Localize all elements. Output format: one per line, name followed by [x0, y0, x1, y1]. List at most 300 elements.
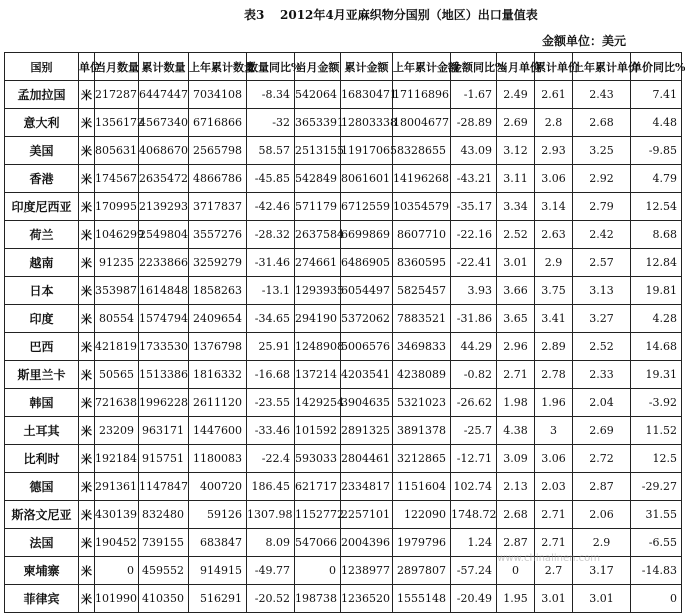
qty-yoy-cell: -34.65 — [247, 305, 295, 333]
unit-cell: 米 — [79, 137, 95, 165]
table-body — [5, 81, 682, 613]
monthly-price-cell: 3.65 — [497, 305, 535, 333]
cumulative-amount-cell: 6486905 — [341, 249, 393, 277]
table-row — [5, 473, 682, 501]
country-cell: 比利时 — [5, 445, 79, 473]
price-yoy-cell: 14.68 — [631, 333, 682, 361]
country-cell: 柬埔寨 — [5, 557, 79, 585]
table-row — [5, 417, 682, 445]
monthly-qty-cell: 421819 — [95, 333, 139, 361]
price-yoy-cell: 12.84 — [631, 249, 682, 277]
price-yoy-cell: -6.55 — [631, 529, 682, 557]
prev-cumulative-amount-cell: 8607710 — [393, 221, 451, 249]
price-yoy-cell: 8.68 — [631, 221, 682, 249]
amount-yoy-cell: -22.41 — [451, 249, 497, 277]
monthly-price-cell: 4.38 — [497, 417, 535, 445]
monthly-amount-cell: 1248908 — [295, 333, 341, 361]
price-yoy-cell: 0 — [631, 585, 682, 613]
prev-cumulative-amount-cell: 1555148 — [393, 585, 451, 613]
unit-cell: 米 — [79, 193, 95, 221]
qty-yoy-cell: -20.52 — [247, 585, 295, 613]
amount-yoy-cell: 43.09 — [451, 137, 497, 165]
cumulative-qty-cell: 4567340 — [139, 109, 189, 137]
cumulative-price-cell: 3.75 — [535, 277, 573, 305]
cumulative-price-cell: 3.06 — [535, 445, 573, 473]
export-table-container — [4, 52, 685, 613]
cumulative-qty-cell: 832480 — [139, 501, 189, 529]
unit-cell: 米 — [79, 445, 95, 473]
column-header: 国别 — [5, 53, 79, 81]
monthly-price-cell: 2.13 — [497, 473, 535, 501]
country-cell: 斯洛文尼亚 — [5, 501, 79, 529]
column-header: 累计单价 — [535, 53, 573, 81]
monthly-price-cell: 3.12 — [497, 137, 535, 165]
country-cell: 斯里兰卡 — [5, 361, 79, 389]
country-cell: 香港 — [5, 165, 79, 193]
cumulative-amount-cell: 1238977 — [341, 557, 393, 585]
country-cell: 印度 — [5, 305, 79, 333]
cumulative-amount-cell: 1236520 — [341, 585, 393, 613]
prev-cumulative-qty-cell: 3557276 — [189, 221, 247, 249]
monthly-amount-cell: 571179 — [295, 193, 341, 221]
monthly-price-cell: 2.71 — [497, 361, 535, 389]
table-row — [5, 221, 682, 249]
prev-cumulative-amount-cell: 8360595 — [393, 249, 451, 277]
cumulative-amount-cell: 11917065 — [341, 137, 393, 165]
amount-yoy-cell: -1.67 — [451, 81, 497, 109]
column-header: 上年累计单价 — [573, 53, 631, 81]
qty-yoy-cell: 58.57 — [247, 137, 295, 165]
cumulative-price-cell: 3.01 — [535, 585, 573, 613]
prev-cumulative-qty-cell: 1447600 — [189, 417, 247, 445]
amount-yoy-cell: 44.29 — [451, 333, 497, 361]
column-header: 单位 — [79, 53, 95, 81]
prev-cumulative-amount-cell: 1151604 — [393, 473, 451, 501]
cumulative-price-cell: 2.61 — [535, 81, 573, 109]
prev-cumulative-price-cell: 2.87 — [573, 473, 631, 501]
table-row — [5, 165, 682, 193]
cumulative-price-cell: 3.41 — [535, 305, 573, 333]
prev-cumulative-price-cell: 2.69 — [573, 417, 631, 445]
unit-cell: 米 — [79, 389, 95, 417]
country-cell: 美国 — [5, 137, 79, 165]
monthly-qty-cell: 170995 — [95, 193, 139, 221]
cumulative-qty-cell: 4068670 — [139, 137, 189, 165]
qty-yoy-cell: -42.46 — [247, 193, 295, 221]
column-header: 当月金额 — [295, 53, 341, 81]
cumulative-qty-cell: 2139293 — [139, 193, 189, 221]
prev-cumulative-qty-cell: 914915 — [189, 557, 247, 585]
prev-cumulative-price-cell: 2.9 — [573, 529, 631, 557]
prev-cumulative-price-cell: 2.72 — [573, 445, 631, 473]
qty-yoy-cell: -16.68 — [247, 361, 295, 389]
country-cell: 巴西 — [5, 333, 79, 361]
prev-cumulative-amount-cell: 4238089 — [393, 361, 451, 389]
monthly-amount-cell: 198738 — [295, 585, 341, 613]
country-cell: 意大利 — [5, 109, 79, 137]
cumulative-price-cell: 2.71 — [535, 529, 573, 557]
prev-cumulative-amount-cell: 3469833 — [393, 333, 451, 361]
cumulative-qty-cell: 2549804 — [139, 221, 189, 249]
monthly-amount-cell: 294190 — [295, 305, 341, 333]
cumulative-amount-cell: 5372062 — [341, 305, 393, 333]
cumulative-amount-cell: 6699869 — [341, 221, 393, 249]
column-header: 当月数量 — [95, 53, 139, 81]
price-yoy-cell: 11.52 — [631, 417, 682, 445]
cumulative-price-cell: 2.03 — [535, 473, 573, 501]
monthly-qty-cell: 291361 — [95, 473, 139, 501]
unit-cell: 米 — [79, 249, 95, 277]
cumulative-amount-cell: 12803338 — [341, 109, 393, 137]
cumulative-qty-cell: 1733530 — [139, 333, 189, 361]
monthly-price-cell: 3.66 — [497, 277, 535, 305]
unit-cell: 米 — [79, 221, 95, 249]
prev-cumulative-qty-cell: 1180083 — [189, 445, 247, 473]
table-row — [5, 249, 682, 277]
cumulative-amount-cell: 2804461 — [341, 445, 393, 473]
price-yoy-cell: -29.27 — [631, 473, 682, 501]
column-header: 当月单价 — [497, 53, 535, 81]
cumulative-amount-cell: 6712559 — [341, 193, 393, 221]
monthly-price-cell: 2.69 — [497, 109, 535, 137]
table-row — [5, 361, 682, 389]
table-row — [5, 193, 682, 221]
prev-cumulative-amount-cell: 2897807 — [393, 557, 451, 585]
monthly-amount-cell: 1429254 — [295, 389, 341, 417]
cumulative-price-cell: 2.93 — [535, 137, 573, 165]
monthly-price-cell: 2.52 — [497, 221, 535, 249]
unit-cell: 米 — [79, 81, 95, 109]
prev-cumulative-amount-cell: 17116896 — [393, 81, 451, 109]
monthly-price-cell: 3.01 — [497, 249, 535, 277]
prev-cumulative-price-cell: 3.13 — [573, 277, 631, 305]
unit-cell: 米 — [79, 557, 95, 585]
unit-cell: 米 — [79, 501, 95, 529]
cumulative-price-cell: 3 — [535, 417, 573, 445]
cumulative-qty-cell: 1513386 — [139, 361, 189, 389]
cumulative-price-cell: 2.89 — [535, 333, 573, 361]
price-yoy-cell: 19.31 — [631, 361, 682, 389]
amount-yoy-cell: -12.71 — [451, 445, 497, 473]
amount-yoy-cell: 1.24 — [451, 529, 497, 557]
prev-cumulative-price-cell: 2.92 — [573, 165, 631, 193]
amount-yoy-cell: -0.82 — [451, 361, 497, 389]
price-yoy-cell: 19.81 — [631, 277, 682, 305]
amount-yoy-cell: -43.21 — [451, 165, 497, 193]
price-yoy-cell: 7.41 — [631, 81, 682, 109]
table-row — [5, 277, 682, 305]
prev-cumulative-qty-cell: 516291 — [189, 585, 247, 613]
cumulative-price-cell: 2.7 — [535, 557, 573, 585]
currency-unit-note: 金额单位：美元 — [541, 34, 626, 48]
amount-yoy-cell: -28.89 — [451, 109, 497, 137]
monthly-price-cell: 2.68 — [497, 501, 535, 529]
table-title-text: 2012年4月亚麻织物分国别（地区）出口量值表 — [280, 8, 538, 22]
monthly-qty-cell: 805631 — [95, 137, 139, 165]
prev-cumulative-qty-cell: 59126 — [189, 501, 247, 529]
prev-cumulative-qty-cell: 3717837 — [189, 193, 247, 221]
prev-cumulative-qty-cell: 1816332 — [189, 361, 247, 389]
amount-yoy-cell: 102.74 — [451, 473, 497, 501]
prev-cumulative-amount-cell: 18004677 — [393, 109, 451, 137]
amount-yoy-cell: 3.93 — [451, 277, 497, 305]
prev-cumulative-price-cell: 3.25 — [573, 137, 631, 165]
country-cell: 越南 — [5, 249, 79, 277]
monthly-price-cell: 2.96 — [497, 333, 535, 361]
watermark-text: www.chinalinen.com — [497, 553, 600, 564]
prev-cumulative-amount-cell: 8328655 — [393, 137, 451, 165]
qty-yoy-cell: -45.85 — [247, 165, 295, 193]
unit-cell: 米 — [79, 109, 95, 137]
monthly-price-cell: 1.98 — [497, 389, 535, 417]
monthly-amount-cell: 2513155 — [295, 137, 341, 165]
monthly-amount-cell: 2637584 — [295, 221, 341, 249]
monthly-amount-cell: 1293935 — [295, 277, 341, 305]
cumulative-amount-cell: 2891325 — [341, 417, 393, 445]
monthly-price-cell: 3.09 — [497, 445, 535, 473]
price-yoy-cell: 12.5 — [631, 445, 682, 473]
unit-cell: 米 — [79, 305, 95, 333]
prev-cumulative-price-cell: 3.17 — [573, 557, 631, 585]
qty-yoy-cell: -28.32 — [247, 221, 295, 249]
monthly-price-cell: 1.95 — [497, 585, 535, 613]
cumulative-price-cell: 2.63 — [535, 221, 573, 249]
cumulative-qty-cell: 1574794 — [139, 305, 189, 333]
cumulative-amount-cell: 6054497 — [341, 277, 393, 305]
unit-cell: 米 — [79, 417, 95, 445]
amount-yoy-cell: -31.86 — [451, 305, 497, 333]
prev-cumulative-price-cell: 2.79 — [573, 193, 631, 221]
country-cell: 德国 — [5, 473, 79, 501]
monthly-qty-cell: 721638 — [95, 389, 139, 417]
unit-cell: 米 — [79, 529, 95, 557]
country-cell: 韩国 — [5, 389, 79, 417]
country-cell: 土耳其 — [5, 417, 79, 445]
monthly-amount-cell: 0 — [295, 557, 341, 585]
cumulative-qty-cell: 963171 — [139, 417, 189, 445]
monthly-amount-cell: 101592 — [295, 417, 341, 445]
qty-yoy-cell: -22.4 — [247, 445, 295, 473]
monthly-qty-cell: 190452 — [95, 529, 139, 557]
prev-cumulative-amount-cell: 3212865 — [393, 445, 451, 473]
monthly-qty-cell: 430139 — [95, 501, 139, 529]
price-yoy-cell: 12.54 — [631, 193, 682, 221]
cumulative-amount-cell: 3904635 — [341, 389, 393, 417]
qty-yoy-cell: -32 — [247, 109, 295, 137]
prev-cumulative-price-cell: 3.27 — [573, 305, 631, 333]
cumulative-qty-cell: 1147847 — [139, 473, 189, 501]
prev-cumulative-amount-cell: 10354579 — [393, 193, 451, 221]
prev-cumulative-qty-cell: 683847 — [189, 529, 247, 557]
prev-cumulative-amount-cell: 122090 — [393, 501, 451, 529]
prev-cumulative-qty-cell: 6716866 — [189, 109, 247, 137]
prev-cumulative-price-cell: 2.43 — [573, 81, 631, 109]
cumulative-price-cell: 3.14 — [535, 193, 573, 221]
qty-yoy-cell: 8.09 — [247, 529, 295, 557]
column-header: 累计数量 — [139, 53, 189, 81]
column-header: 上年累计金额 — [393, 53, 451, 81]
qty-yoy-cell: 1307.98 — [247, 501, 295, 529]
monthly-qty-cell: 0 — [95, 557, 139, 585]
export-table — [4, 52, 685, 613]
cumulative-price-cell: 2.78 — [535, 361, 573, 389]
amount-yoy-cell: -35.17 — [451, 193, 497, 221]
amount-yoy-cell: -25.7 — [451, 417, 497, 445]
cumulative-amount-cell: 4203541 — [341, 361, 393, 389]
prev-cumulative-qty-cell: 3259279 — [189, 249, 247, 277]
prev-cumulative-amount-cell: 3891378 — [393, 417, 451, 445]
prev-cumulative-amount-cell: 7883521 — [393, 305, 451, 333]
prev-cumulative-qty-cell: 7034108 — [189, 81, 247, 109]
prev-cumulative-amount-cell: 1979796 — [393, 529, 451, 557]
table-row — [5, 81, 682, 109]
cumulative-qty-cell: 2233866 — [139, 249, 189, 277]
monthly-qty-cell: 23209 — [95, 417, 139, 445]
monthly-qty-cell: 1046299 — [95, 221, 139, 249]
column-header: 金额同比% — [451, 53, 497, 81]
price-yoy-cell: -14.83 — [631, 557, 682, 585]
unit-cell: 米 — [79, 585, 95, 613]
price-yoy-cell: 4.48 — [631, 109, 682, 137]
prev-cumulative-qty-cell: 2409654 — [189, 305, 247, 333]
monthly-price-cell: 2.49 — [497, 81, 535, 109]
price-yoy-cell: 31.55 — [631, 501, 682, 529]
table-row — [5, 305, 682, 333]
prev-cumulative-qty-cell: 400720 — [189, 473, 247, 501]
qty-yoy-cell: -23.55 — [247, 389, 295, 417]
prev-cumulative-price-cell: 3.01 — [573, 585, 631, 613]
monthly-qty-cell: 50565 — [95, 361, 139, 389]
prev-cumulative-qty-cell: 2611120 — [189, 389, 247, 417]
amount-yoy-cell: -22.16 — [451, 221, 497, 249]
cumulative-amount-cell: 2334817 — [341, 473, 393, 501]
country-cell: 菲律宾 — [5, 585, 79, 613]
price-yoy-cell: 4.28 — [631, 305, 682, 333]
cumulative-amount-cell: 16830471 — [341, 81, 393, 109]
cumulative-qty-cell: 739155 — [139, 529, 189, 557]
monthly-price-cell: 2.87 — [497, 529, 535, 557]
monthly-amount-cell: 547066 — [295, 529, 341, 557]
monthly-amount-cell: 593033 — [295, 445, 341, 473]
unit-cell: 米 — [79, 333, 95, 361]
cumulative-price-cell: 1.96 — [535, 389, 573, 417]
qty-yoy-cell: -13.1 — [247, 277, 295, 305]
monthly-qty-cell: 101990 — [95, 585, 139, 613]
cumulative-qty-cell: 915751 — [139, 445, 189, 473]
table-row — [5, 585, 682, 613]
table-number: 表3 — [244, 8, 265, 22]
monthly-amount-cell: 3653391 — [295, 109, 341, 137]
qty-yoy-cell: 186.45 — [247, 473, 295, 501]
unit-cell: 米 — [79, 165, 95, 193]
table-row — [5, 389, 682, 417]
country-cell: 孟加拉国 — [5, 81, 79, 109]
monthly-qty-cell: 192184 — [95, 445, 139, 473]
country-cell: 荷兰 — [5, 221, 79, 249]
cumulative-amount-cell: 8061601 — [341, 165, 393, 193]
cumulative-amount-cell: 5006576 — [341, 333, 393, 361]
qty-yoy-cell: -8.34 — [247, 81, 295, 109]
table-row — [5, 109, 682, 137]
column-header: 累计金额 — [341, 53, 393, 81]
qty-yoy-cell: -49.77 — [247, 557, 295, 585]
prev-cumulative-qty-cell: 4866786 — [189, 165, 247, 193]
monthly-price-cell: 0 — [497, 557, 535, 585]
header-row — [5, 53, 682, 81]
prev-cumulative-amount-cell: 5321023 — [393, 389, 451, 417]
monthly-qty-cell: 217287 — [95, 81, 139, 109]
price-yoy-cell: -3.92 — [631, 389, 682, 417]
prev-cumulative-amount-cell: 5825457 — [393, 277, 451, 305]
amount-yoy-cell: -26.62 — [451, 389, 497, 417]
prev-cumulative-qty-cell: 2565798 — [189, 137, 247, 165]
monthly-amount-cell: 542064 — [295, 81, 341, 109]
cumulative-qty-cell: 1614848 — [139, 277, 189, 305]
prev-cumulative-qty-cell: 1858263 — [189, 277, 247, 305]
country-cell: 法国 — [5, 529, 79, 557]
table-row — [5, 333, 682, 361]
monthly-amount-cell: 274661 — [295, 249, 341, 277]
cumulative-price-cell: 2.8 — [535, 109, 573, 137]
qty-yoy-cell: -31.46 — [247, 249, 295, 277]
cumulative-qty-cell: 459552 — [139, 557, 189, 585]
prev-cumulative-price-cell: 2.33 — [573, 361, 631, 389]
monthly-price-cell: 3.11 — [497, 165, 535, 193]
monthly-amount-cell: 1152772 — [295, 501, 341, 529]
monthly-amount-cell: 542849 — [295, 165, 341, 193]
qty-yoy-cell: 25.91 — [247, 333, 295, 361]
prev-cumulative-price-cell: 2.04 — [573, 389, 631, 417]
price-yoy-cell: -9.85 — [631, 137, 682, 165]
monthly-amount-cell: 137214 — [295, 361, 341, 389]
cumulative-price-cell: 2.71 — [535, 501, 573, 529]
cumulative-price-cell: 2.9 — [535, 249, 573, 277]
monthly-qty-cell: 91235 — [95, 249, 139, 277]
cumulative-qty-cell: 410350 — [139, 585, 189, 613]
table-row — [5, 137, 682, 165]
qty-yoy-cell: -33.46 — [247, 417, 295, 445]
monthly-qty-cell: 1356172 — [95, 109, 139, 137]
monthly-qty-cell: 80554 — [95, 305, 139, 333]
country-cell: 日本 — [5, 277, 79, 305]
prev-cumulative-price-cell: 2.68 — [573, 109, 631, 137]
prev-cumulative-qty-cell: 1376798 — [189, 333, 247, 361]
cumulative-amount-cell: 2257101 — [341, 501, 393, 529]
column-header: 数量同比% — [247, 53, 295, 81]
monthly-amount-cell: 621717 — [295, 473, 341, 501]
country-cell: 印度尼西亚 — [5, 193, 79, 221]
amount-yoy-cell: 1748.72 — [451, 501, 497, 529]
prev-cumulative-price-cell: 2.52 — [573, 333, 631, 361]
unit-cell: 米 — [79, 277, 95, 305]
table-row — [5, 501, 682, 529]
monthly-price-cell: 3.34 — [497, 193, 535, 221]
table-row — [5, 445, 682, 473]
column-header: 上年累计数量 — [189, 53, 247, 81]
price-yoy-cell: 4.79 — [631, 165, 682, 193]
prev-cumulative-amount-cell: 14196268 — [393, 165, 451, 193]
amount-yoy-cell: -20.49 — [451, 585, 497, 613]
cumulative-price-cell: 3.06 — [535, 165, 573, 193]
cumulative-qty-cell: 2635472 — [139, 165, 189, 193]
cumulative-qty-cell: 6447447 — [139, 81, 189, 109]
unit-cell: 米 — [79, 473, 95, 501]
prev-cumulative-price-cell: 2.57 — [573, 249, 631, 277]
prev-cumulative-price-cell: 2.42 — [573, 221, 631, 249]
prev-cumulative-price-cell: 2.06 — [573, 501, 631, 529]
cumulative-qty-cell: 1996228 — [139, 389, 189, 417]
column-header: 单价同比% — [631, 53, 682, 81]
